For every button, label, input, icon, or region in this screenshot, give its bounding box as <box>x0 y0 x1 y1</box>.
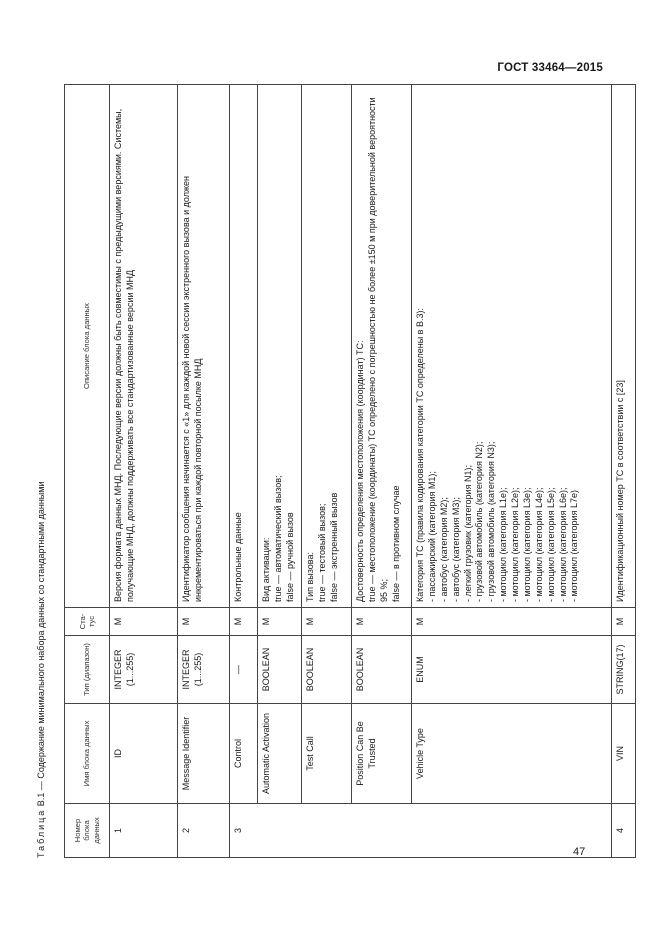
cell-name: Message Identifier <box>178 704 230 804</box>
desc-line: Вид активации: <box>261 537 271 602</box>
document-standard-header: ГОСТ 33464—2015 <box>497 62 603 74</box>
list-item: - автобус (категория M2); <box>438 497 449 602</box>
cell-num <box>352 804 412 858</box>
vehicle-category-list <box>427 90 581 602</box>
caption-text: В.1 — Содержание минимального набора данных со стандартными данными <box>36 481 46 807</box>
col-header-name: Имя блока данных <box>65 704 110 804</box>
cell-status: M <box>302 608 352 636</box>
list-item: - мотоцикл (категория L2e); <box>510 487 520 602</box>
cell-type: INTEGER (1...255) <box>178 636 230 704</box>
table-row <box>230 85 258 858</box>
table-caption <box>36 482 46 858</box>
cell-num: 1 <box>110 804 178 858</box>
cell-type: BOOLEAN <box>258 636 302 704</box>
cell-status: M <box>258 608 302 636</box>
cell-desc <box>352 85 412 608</box>
list-item: - мотоцикл (категория L3e); <box>521 487 532 602</box>
desc-line: false — в противном случае <box>390 485 401 602</box>
cell-desc <box>258 85 302 608</box>
list-item: - мотоцикл (категория L5e); <box>545 487 556 602</box>
cell-num: 2 <box>178 804 230 858</box>
table-header-row <box>65 85 110 858</box>
table-row <box>302 85 352 858</box>
list-item: - мотоцикл (категория L1e); <box>498 487 509 602</box>
col-header-num: Номер блока данных <box>65 804 110 858</box>
table-row <box>110 85 178 858</box>
desc-line: false — экстренный вызов <box>328 492 339 602</box>
desc-line: true — тестовый вызов; <box>316 503 327 602</box>
cell-name: Vehicle Type <box>412 704 612 804</box>
cell-num: 4 <box>612 804 636 858</box>
desc-line: Тип вызова: <box>305 552 315 602</box>
list-item: - мотоцикл (категория L6e); <box>557 487 568 602</box>
cell-name: ID <box>110 704 178 804</box>
cell-num: 3 <box>230 804 258 858</box>
data-table <box>64 84 636 858</box>
list-item: - легкий грузовик (категория N1); <box>462 465 473 602</box>
list-item: - автобус (категория M3); <box>450 497 461 602</box>
table-row <box>258 85 302 858</box>
cell-type: INTEGER (1...255) <box>110 636 178 704</box>
cell-desc: Идентификационный номер ТС в соответствии с [23] <box>612 85 636 608</box>
cell-type: ENUM <box>412 636 612 704</box>
cell-type: BOOLEAN <box>352 636 412 704</box>
table-row <box>612 85 636 858</box>
caption-prefix: Таблица <box>36 808 46 858</box>
desc-line: false — ручной вызов <box>284 512 295 602</box>
list-item: - пассажирский (категория M1); <box>426 471 437 602</box>
col-header-type: Тип (диапазон) <box>65 636 110 704</box>
list-item: - мотоцикл (категория L4e); <box>533 487 544 602</box>
cell-type: BOOLEAN <box>302 636 352 704</box>
desc-line: true — местоположение (координаты) ТС определено с погрешностью не более ±150 м при доверительной вероятности 95 %; <box>366 97 389 602</box>
col-header-status: Ста-тус <box>65 608 110 636</box>
cell-type: STRING(17) <box>612 636 636 704</box>
cell-status: M <box>612 608 636 636</box>
cell-status: M <box>352 608 412 636</box>
desc-line: true — автоматический вызов; <box>272 475 283 602</box>
cell-status: M <box>110 608 178 636</box>
table-row <box>352 85 412 858</box>
cell-desc: Идентификатор сообщения начинается с «1» для каждой новой сессии экстренного вызова и должен инкрементироваться при каждой повторной посылке МНД <box>178 85 230 608</box>
cell-status: M <box>178 608 230 636</box>
cell-desc <box>302 85 352 608</box>
table-row <box>178 85 230 858</box>
cell-desc <box>412 85 612 608</box>
table-row <box>412 85 612 858</box>
cell-status: M <box>230 608 258 636</box>
list-item: - мотоцикл (категория L7e) <box>569 490 580 602</box>
cell-num <box>258 804 302 858</box>
cell-desc: Версия формата данных МНД. Последующие версии должны быть совместимы с предыдущими версиями. Системы, получающие МНД, должны поддерживать все стандартизованные версии МНД <box>110 85 178 608</box>
desc-line: Категория ТС (правила кодирования категории ТС определены в В.3): <box>415 308 425 602</box>
col-header-desc: Описание блока данных <box>65 85 110 608</box>
cell-desc: Контрольные данные <box>230 85 258 608</box>
cell-name: Control <box>230 704 258 804</box>
cell-type: — <box>230 636 258 704</box>
cell-name: Test Call <box>302 704 352 804</box>
cell-num <box>302 804 352 858</box>
cell-status: M <box>412 608 612 636</box>
cell-name: Position Can Be Trusted <box>352 704 412 804</box>
page-number: 47 <box>573 846 586 858</box>
list-item: - грузовой автомобиль (категория N3); <box>486 441 497 602</box>
cell-name: Automatic Activation <box>258 704 302 804</box>
list-item: - грузовой автомобиль (категория N2); <box>474 441 485 602</box>
cell-name: VIN <box>612 704 636 804</box>
desc-line: Достоверность определения местоположения (координат) ТС: <box>355 340 365 602</box>
